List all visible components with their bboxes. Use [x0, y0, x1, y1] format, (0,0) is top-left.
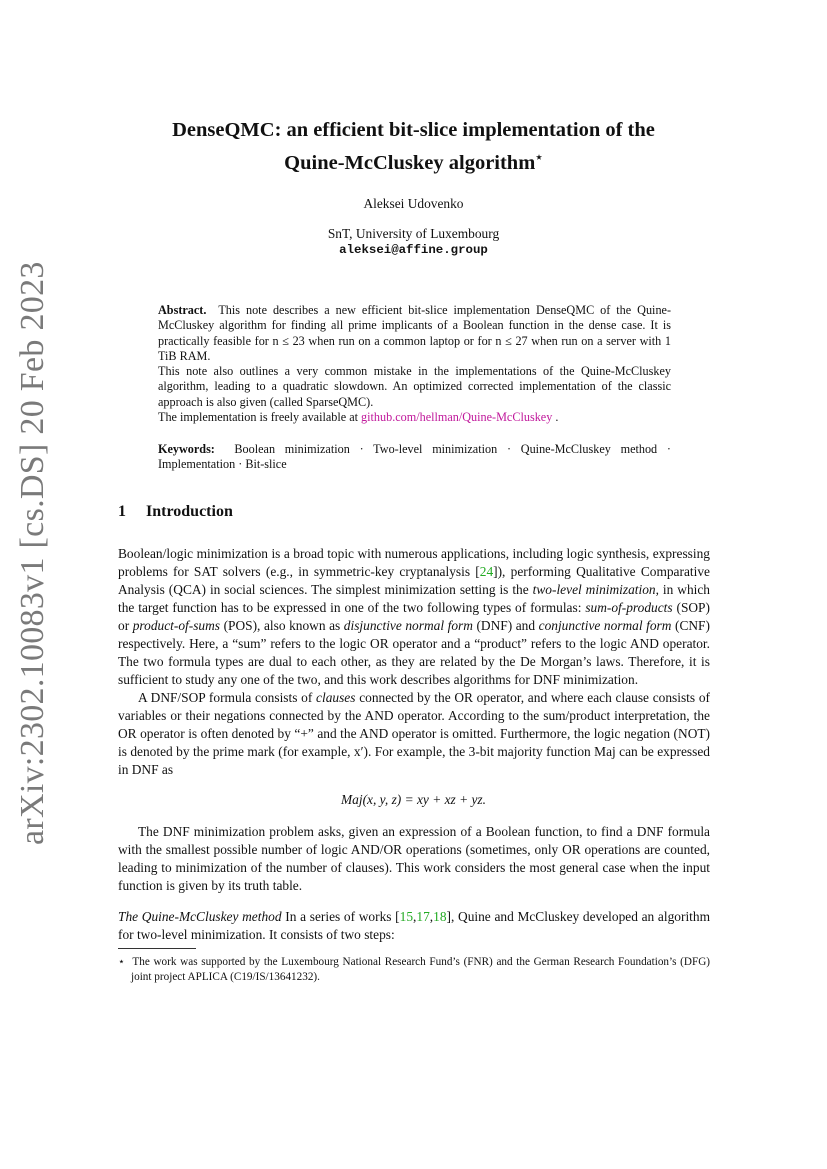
citation-separator: , — [413, 909, 417, 924]
intro-paragraph-4 — [118, 908, 710, 944]
keywords-text: Boolean minimization · Two-level minimization · Quine-McCluskey method · Implementation · Bit-slice — [158, 442, 671, 472]
intro-block-2 — [118, 823, 710, 895]
title-line-2 — [60, 144, 767, 177]
intro-block-3 — [118, 908, 710, 944]
intro-p1-em2: sum-of-products — [585, 600, 673, 615]
keywords-label: Keywords: — [158, 442, 215, 456]
abstract-paragraph-1 — [158, 303, 671, 364]
title-line-1: DenseQMC: an efficient bit-slice implementation of the — [172, 119, 655, 141]
title-line-2-text: Quine-McCluskey algorithm — [284, 151, 536, 174]
abstract-paragraph-2: This note also outlines a very common mistake in the implementations of the Quine-McCluskey algorithm, leading to a quadratic slowdown. An optimized corrected implementation of the classic approach is also given (called SparseQMC). — [158, 364, 671, 409]
author-email: aleksei@affine.group — [339, 243, 488, 257]
keywords-paragraph — [158, 442, 671, 473]
intro-p1-em1: two-level minimization — [532, 582, 656, 597]
abstract-p3-prefix: The implementation is freely available at — [158, 410, 358, 425]
intro-block-1 — [118, 545, 710, 779]
equation-majority — [0, 792, 827, 808]
intro-p4-b: ], Quine and McCluskey developed an algorithm for two-level minimization. It consists of two steps: — [118, 909, 710, 942]
citation-separator: , — [429, 909, 434, 924]
abstract-p1-text: This note describes a new efficient bit-slice implementation DenseQMC of the Quine-McCluskey algorithm for finding all prime implicants of a Boolean function in the dense case. It is practically feasible for n ≤ 23 when run on a common laptop or for n ≤ 27 when run on a server with 1 TiB RAM. — [158, 303, 672, 363]
title-footnote-mark: ⋆ — [535, 150, 543, 164]
intro-paragraph-1 — [118, 545, 710, 689]
intro-p1-em5: conjunctive normal form — [538, 618, 672, 633]
intro-p1-b: ]), performing Qualitative Comparative Analysis (QCA) in social sciences. The simplest minimization setting is the — [118, 564, 710, 597]
footnote-rule — [118, 948, 196, 949]
intro-p1-d: (SOP) or — [118, 600, 710, 633]
section-title: Introduction — [146, 503, 233, 520]
citation-24[interactable]: 24 — [479, 564, 494, 579]
equation-text: Maj(x, y, z) = xy + xz + yz. — [341, 792, 486, 807]
intro-p1-a: Boolean/logic minimization is a broad topic with numerous applications, including logic synthesis, expressing problems for SAT solvers (e.g., in symmetric-key cryptanalysis [ — [118, 546, 710, 579]
intro-p2-em: clauses — [316, 690, 356, 705]
abstract-paragraph-3 — [158, 410, 671, 425]
footnote — [118, 955, 710, 985]
abstract-p3-suffix: . — [555, 410, 559, 425]
keywords — [158, 442, 671, 473]
footnote-text: The work was supported by the Luxembourg National Research Fund’s (FNR) and the German Research Foundation’s (DFG) joint project APLICA (C19/IS/13641232). — [131, 956, 711, 983]
intro-p1-em3: product-of-sums — [132, 618, 220, 633]
citation-15[interactable]: 15 — [399, 909, 414, 924]
abstract-label: Abstract. — [158, 303, 207, 317]
github-link[interactable]: github.com/hellman/Quine-McCluskey — [361, 410, 553, 425]
author-name: Aleksei Udovenko — [363, 196, 464, 211]
citation-18[interactable]: 18 — [433, 909, 447, 924]
intro-p1-f: (DNF) and — [476, 618, 536, 633]
section-heading — [118, 503, 233, 521]
paper-title — [60, 117, 767, 177]
intro-paragraph-2 — [118, 689, 710, 779]
arxiv-identifier: arXiv:2302.10083v1 [cs.DS] 20 Feb 2023 — [14, 261, 51, 845]
intro-p1-em4: disjunctive normal form — [343, 618, 473, 633]
intro-p2-a: A DNF/SOP formula consists of — [138, 690, 313, 705]
intro-paragraph-3: The DNF minimization problem asks, given an expression of a Boolean function, to find a DNF formula with the smallest possible number of logic AND/OR operations (sometimes, only OR operations are counted, leading to minimization of the number of clauses). This work considers the most general case when the input function is given by its truth table. — [118, 824, 710, 893]
qm-method-heading: The Quine-McCluskey method — [118, 909, 282, 924]
intro-p1-g: (CNF) respectively. Here, a “sum” refers to the logic OR operator and a “product” refers to the logic AND operator. The two formula types are dual to each other, as they are related by the De Morgan’s laws. Therefore, it is sufficient to study any one of the two, and this work describes algorithms for DNF minimization. — [118, 618, 710, 687]
footnote-mark: ⋆ — [118, 956, 126, 968]
intro-p1-e: (POS), also known as — [223, 618, 341, 633]
intro-p1-c: , in which the target function has to be expressed in one of the two following types of formulas: — [118, 582, 710, 615]
citation-17[interactable]: 17 — [416, 909, 430, 924]
author-affiliation: SnT, University of Luxembourg — [327, 226, 500, 241]
abstract — [158, 303, 671, 425]
footnote-body — [118, 955, 710, 985]
section-number: 1 — [118, 503, 126, 520]
intro-p2-b: connected by the OR operator, and where each clause consists of variables or their negations connected by the AND operator. According to the sum/product interpretation, the OR operator is often denoted by “+” and the AND operator is omitted. Furthermore, the logic negation (NOT) is denoted by the prime mark (for example, x′). For example, the 3-bit majority function Maj can be expressed in DNF as — [118, 690, 710, 777]
intro-p4-a: In a series of works [ — [285, 909, 400, 924]
